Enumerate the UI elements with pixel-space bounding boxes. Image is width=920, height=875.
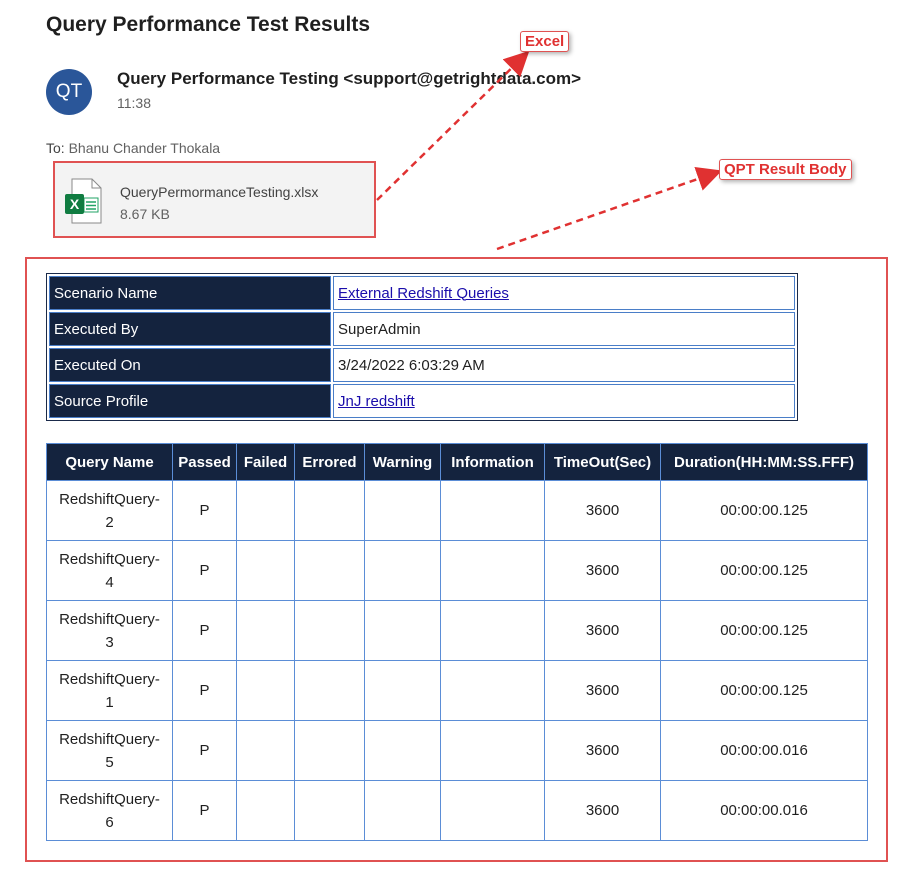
timeout-cell: 3600 (545, 481, 661, 541)
duration-cell: 00:00:00.125 (661, 661, 868, 721)
duration-cell: 00:00:00.125 (661, 601, 868, 661)
scenario-summary-table (46, 273, 798, 421)
passed-cell: P (173, 541, 237, 601)
passed-cell: P (173, 481, 237, 541)
passed-cell: P (173, 721, 237, 781)
query-name-prefix: RedshiftQuery- (59, 490, 160, 508)
timeout-cell: 3600 (545, 781, 661, 841)
timeout-cell: 3600 (545, 541, 661, 601)
source-profile-link[interactable]: JnJ redshift (338, 392, 415, 410)
query-name-cell (47, 661, 173, 721)
warning-cell (365, 601, 441, 661)
failed-cell (237, 781, 295, 841)
column-header: Warning (365, 444, 441, 481)
failed-cell (237, 721, 295, 781)
column-header: Information (441, 444, 545, 481)
duration-cell: 00:00:00.125 (661, 481, 868, 541)
errored-cell (295, 601, 365, 661)
query-results-table (46, 443, 868, 841)
sent-time: 11:38 (117, 95, 151, 111)
table-row (47, 661, 868, 721)
summary-key: Scenario Name (49, 276, 331, 310)
duration-cell: 00:00:00.016 (661, 721, 868, 781)
summary-key: Executed On (49, 348, 331, 382)
information-cell (441, 481, 545, 541)
summary-value: 3/24/2022 6:03:29 AM (333, 348, 795, 382)
summary-row (49, 348, 795, 382)
column-header: Passed (173, 444, 237, 481)
query-name-prefix: RedshiftQuery- (59, 670, 160, 688)
column-header: Errored (295, 444, 365, 481)
query-name-cell (47, 781, 173, 841)
duration-cell: 00:00:00.125 (661, 541, 868, 601)
warning-cell (365, 541, 441, 601)
query-name-number: 6 (105, 813, 114, 831)
errored-cell (295, 721, 365, 781)
passed-cell: P (173, 661, 237, 721)
summary-row (49, 384, 795, 418)
column-header: Duration(HH:MM:SS.FFF) (661, 444, 868, 481)
query-name-cell (47, 601, 173, 661)
passed-cell: P (173, 601, 237, 661)
sender-avatar[interactable]: QT (46, 69, 92, 115)
query-name-prefix: RedshiftQuery- (59, 730, 160, 748)
to-label: To: (46, 140, 65, 156)
errored-cell (295, 541, 365, 601)
query-name-cell (47, 721, 173, 781)
excel-arrow (377, 56, 524, 200)
attachment-file-size: 8.67 KB (120, 206, 170, 222)
information-cell (441, 661, 545, 721)
column-header: Failed (237, 444, 295, 481)
query-name-number: 4 (105, 573, 114, 591)
column-header: Query Name (47, 444, 173, 481)
summary-key: Executed By (49, 312, 331, 346)
duration-cell: 00:00:00.016 (661, 781, 868, 841)
table-row (47, 601, 868, 661)
query-name-cell (47, 481, 173, 541)
failed-cell (237, 661, 295, 721)
information-cell (441, 601, 545, 661)
query-name-number: 5 (105, 753, 114, 771)
passed-cell: P (173, 781, 237, 841)
information-cell (441, 541, 545, 601)
query-name-number: 3 (105, 633, 114, 651)
timeout-cell: 3600 (545, 721, 661, 781)
summary-value: SuperAdmin (333, 312, 795, 346)
body-arrow (497, 173, 715, 249)
query-name-cell (47, 541, 173, 601)
errored-cell (295, 781, 365, 841)
email-subject: Query Performance Test Results (46, 13, 371, 36)
query-name-number: 1 (105, 693, 114, 711)
result-body-callout: QPT Result Body (719, 159, 852, 180)
query-name-number: 2 (105, 513, 114, 531)
summary-row (49, 276, 795, 310)
sender-name[interactable]: Query Performance Testing <support@getrightdata.com> (117, 69, 582, 88)
svg-text:X: X (69, 196, 80, 212)
failed-cell (237, 601, 295, 661)
column-header: TimeOut(Sec) (545, 444, 661, 481)
query-name-prefix: RedshiftQuery- (59, 550, 160, 568)
attachment-file-name[interactable]: QueryPermormanceTesting.xlsx (120, 184, 319, 200)
table-row (47, 781, 868, 841)
information-cell (441, 781, 545, 841)
table-row (47, 541, 868, 601)
query-name-prefix: RedshiftQuery- (59, 790, 160, 808)
warning-cell (365, 721, 441, 781)
failed-cell (237, 481, 295, 541)
warning-cell (365, 481, 441, 541)
scenario-name-link[interactable]: External Redshift Queries (338, 284, 509, 302)
query-name-prefix: RedshiftQuery- (59, 610, 160, 628)
table-row (47, 721, 868, 781)
timeout-cell: 3600 (545, 601, 661, 661)
errored-cell (295, 661, 365, 721)
table-row (47, 481, 868, 541)
failed-cell (237, 541, 295, 601)
summary-key: Source Profile (49, 384, 331, 418)
warning-cell (365, 781, 441, 841)
information-cell (441, 721, 545, 781)
errored-cell (295, 481, 365, 541)
results-header-row (47, 444, 868, 481)
timeout-cell: 3600 (545, 661, 661, 721)
warning-cell (365, 661, 441, 721)
excel-callout: Excel (520, 31, 569, 52)
summary-row (49, 312, 795, 346)
recipient-name[interactable]: Bhanu Chander Thokala (68, 140, 221, 156)
